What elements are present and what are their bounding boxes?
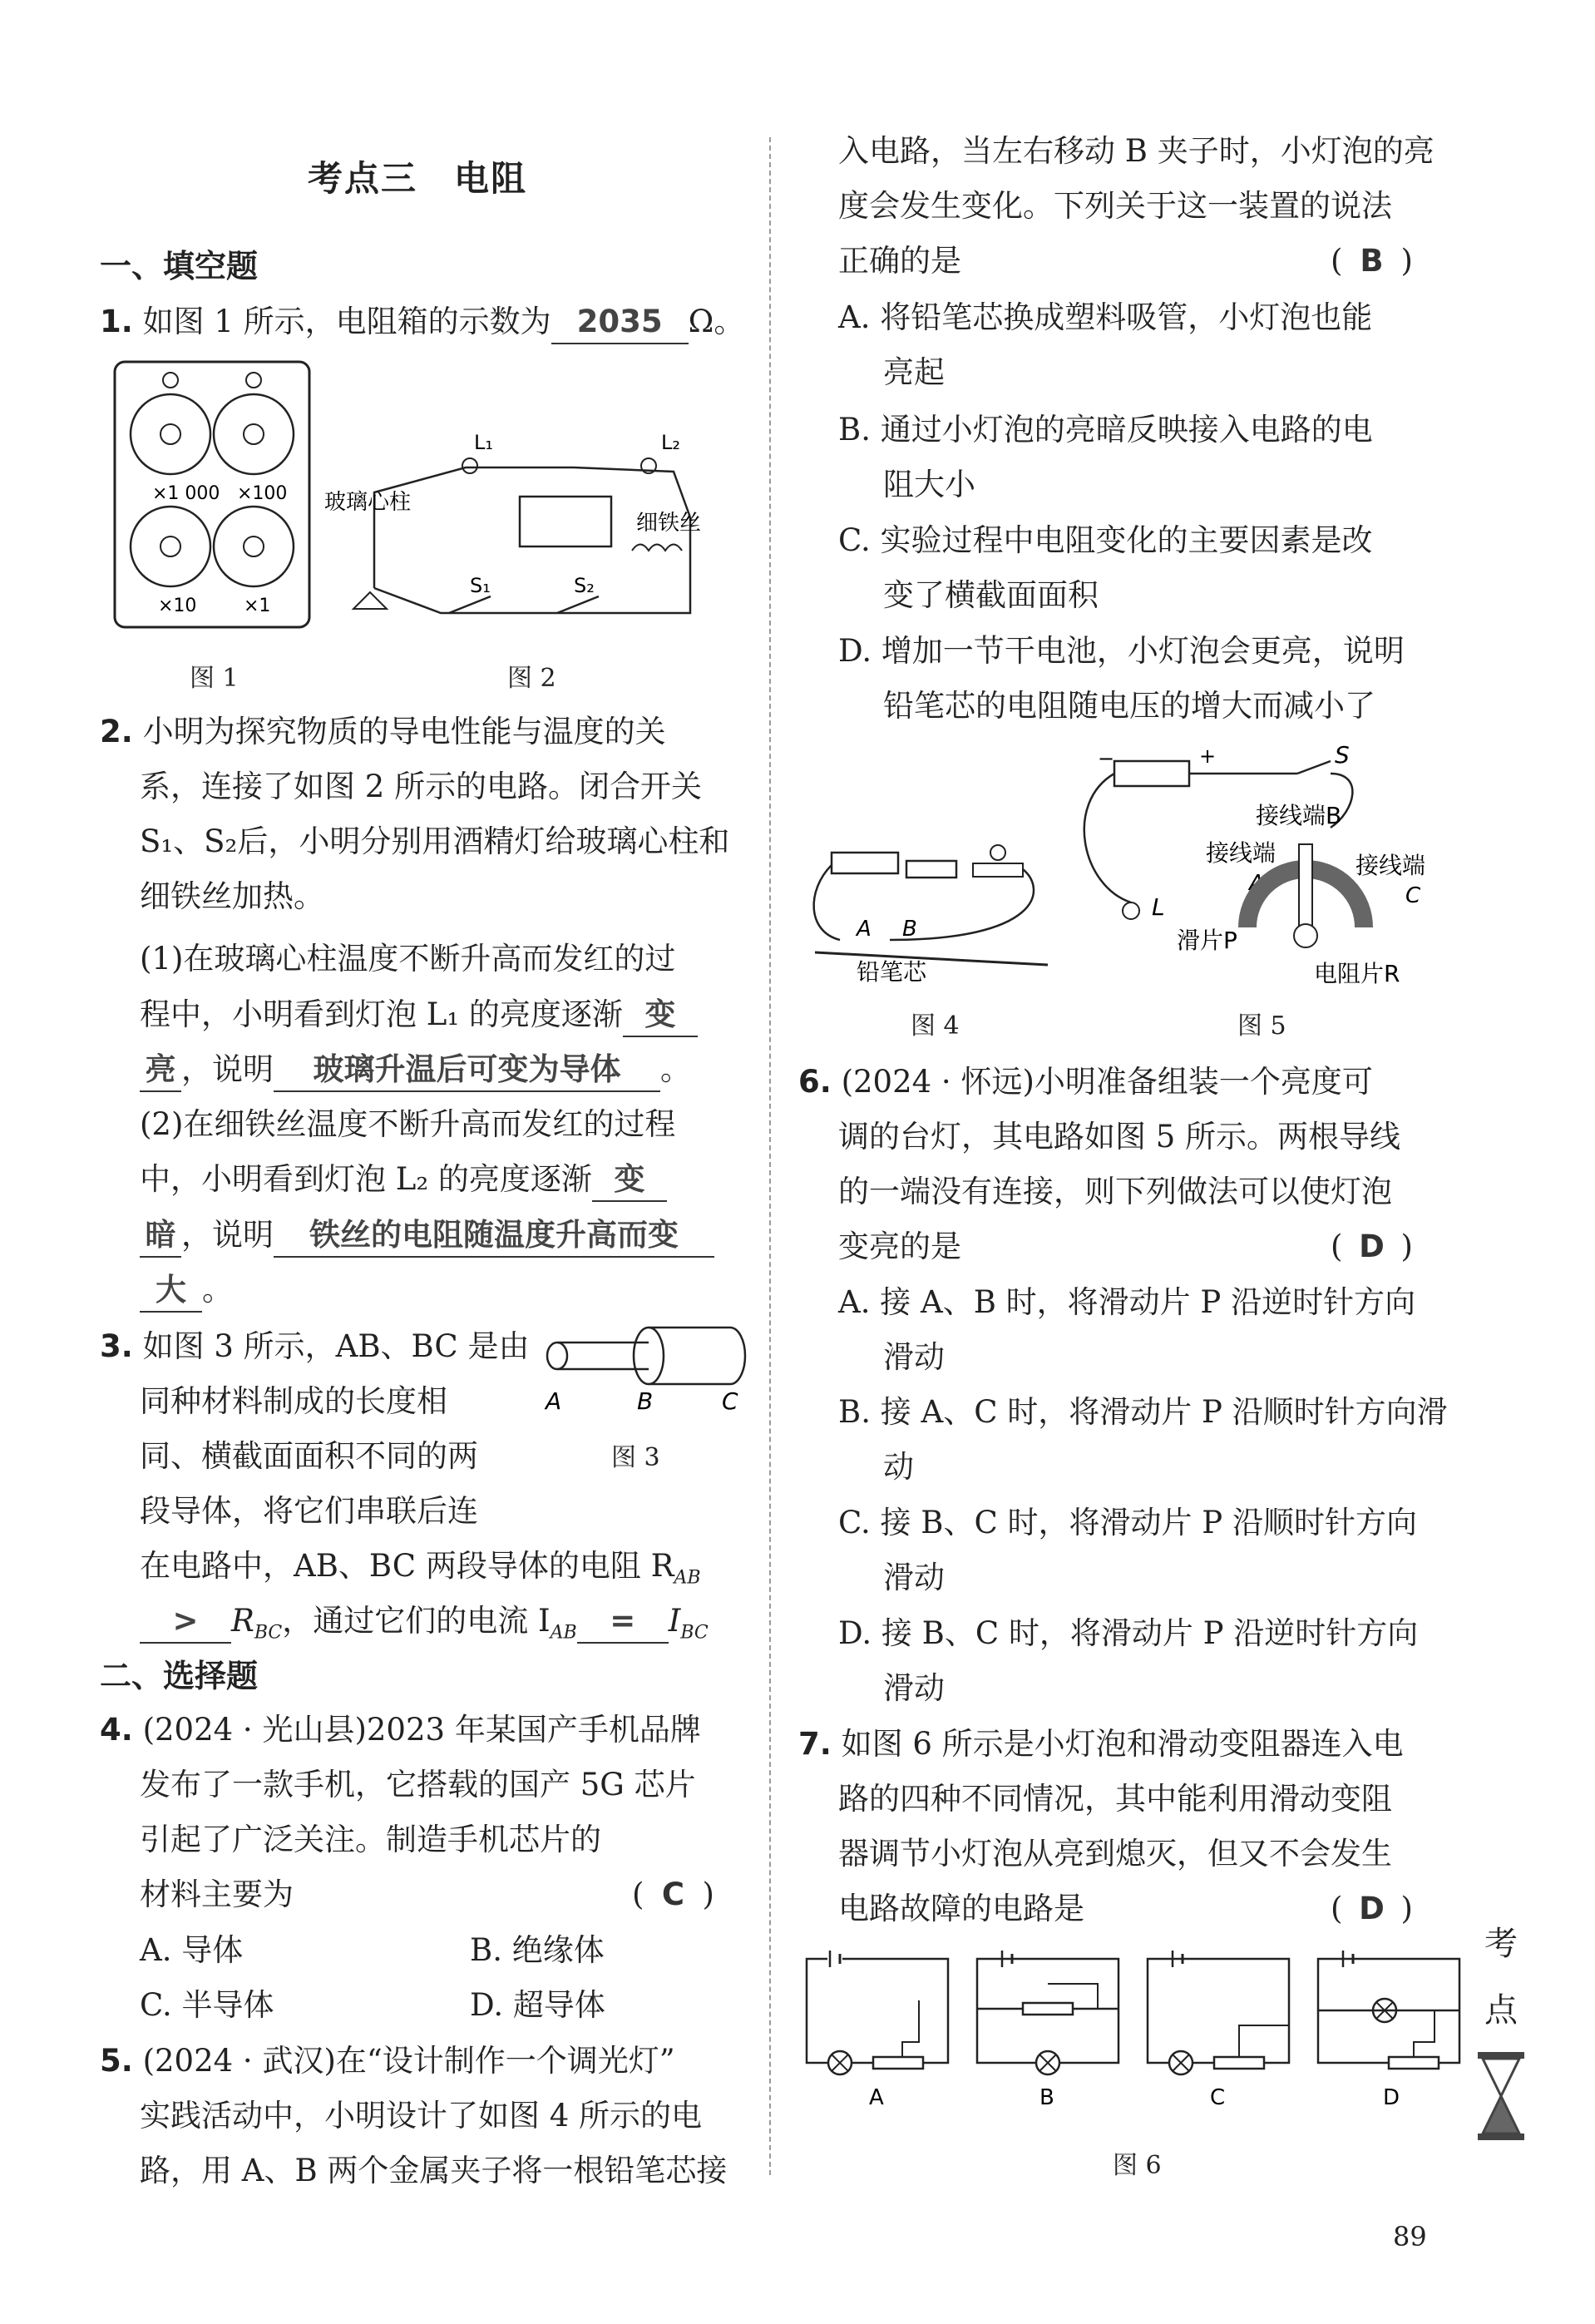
question-7-line-2: 路的四种不同情况，其中能利用滑动变阻	[838, 1781, 1392, 1817]
question-5-line-5: 度会发生变化。下列关于这一装置的说法	[838, 188, 1392, 224]
question-text: 。	[660, 1051, 691, 1087]
question-text: Ω。	[688, 304, 745, 339]
question-3-line-1	[100, 1326, 530, 1367]
battery-plus: +	[1199, 744, 1217, 768]
question-7-answer: ( D )	[1331, 1888, 1413, 1930]
circuit-label: B	[1039, 2085, 1054, 2110]
label-resistor-plate: 电阻片R	[1314, 960, 1400, 986]
label-l: L	[1152, 893, 1165, 921]
question-text: (2024 · 怀远)小明准备组装一个亮度可	[841, 1064, 1373, 1100]
question-6-line-4: 变亮的是	[838, 1229, 961, 1264]
question-text: 小明为探究物质的导电性能与温度的关	[142, 714, 666, 749]
circuit-label: D	[1383, 2085, 1400, 2110]
q6-option-b-line-1: B. 接 A、C 时，将滑动片 P 沿顺时针方向滑	[838, 1394, 1448, 1430]
question-4-line-2: 发布了一款手机，它搭载的国产 5G 芯片	[140, 1767, 696, 1802]
question-3-line-5	[140, 1545, 701, 1599]
question-4-line-4: 材料主要为	[140, 1877, 294, 1912]
figure-4-caption: 图 4	[911, 1011, 960, 1041]
question-5-line-2: 实践活动中，小明设计了如图 4 所示的电	[140, 2098, 703, 2134]
q6-option-a-line-1: A. 接 A、B 时，将滑动片 P 沿逆时针方向	[838, 1284, 1416, 1320]
question-text: (2024 · 光山县)2023 年某国产手机品牌	[142, 1712, 701, 1748]
figure-5-caption: 图 5	[1237, 1011, 1286, 1041]
question-4-line-3: 引起了广泛关注。制造手机芯片的	[140, 1822, 601, 1857]
question-6-line-2: 调的台灯，其电路如图 5 所示。两根导线	[838, 1119, 1401, 1155]
circuit-d	[1318, 1951, 1459, 2110]
label-c: C	[722, 1387, 738, 1414]
choice-answer: B	[1360, 243, 1384, 279]
question-5-line-6: 正确的是	[838, 243, 961, 279]
answer-blank: 亮	[140, 1049, 181, 1092]
question-3-line-4: 段导体，将它们串联后连	[140, 1493, 478, 1529]
answer-blank: 暗	[140, 1214, 181, 1258]
question-text: 。	[202, 1272, 233, 1308]
q5-option-c-line-2: 变了横截面面积	[883, 577, 1099, 613]
q6-option-d-line-2: 滑动	[883, 1670, 945, 1706]
q6-option-a-line-2: 滑动	[883, 1339, 945, 1375]
dial-label: ×1 000	[152, 483, 220, 504]
figure-6-caption: 图 6	[1113, 2151, 1162, 2180]
label-pencil: 铅笔芯	[857, 958, 927, 986]
circuit-label: A	[869, 2085, 884, 2110]
question-text: R	[231, 1603, 254, 1639]
answer-blank: 变	[623, 994, 698, 1037]
label-b: B	[902, 917, 917, 942]
page-number: 89	[1393, 2221, 1427, 2252]
question-number: 4.	[100, 1712, 133, 1748]
q6-option-c-line-1: C. 接 B、C 时，将滑动片 P 沿顺时针方向	[838, 1505, 1417, 1540]
figure-2-circuit	[324, 426, 748, 630]
answer-blank: =	[577, 1600, 669, 1644]
choice-answer: D	[1359, 1891, 1385, 1926]
side-tab-char-1: 考	[1484, 1925, 1518, 1963]
question-text: 如图 3 所示，AB、BC 是由	[142, 1328, 530, 1364]
question-4-answer: ( C )	[632, 1874, 714, 1916]
answer-blank: 玻璃升温后可变为导体	[274, 1049, 660, 1092]
q5-option-d-line-1: D. 增加一节干电池，小灯泡会更亮，说明	[838, 633, 1405, 669]
label-terminal-a: 接线端	[1206, 839, 1276, 867]
question-number: 1.	[100, 304, 133, 339]
question-5-line-4: 入电路，当左右移动 B 夹子时，小灯泡的亮	[838, 133, 1435, 169]
question-7-line-3: 器调节小灯泡从亮到熄灭，但又不会发生	[838, 1836, 1392, 1872]
question-2-line-1	[100, 711, 666, 753]
subscript: BC	[254, 1622, 283, 1644]
question-3-line-6	[140, 1600, 709, 1654]
answer-blank: >	[140, 1600, 231, 1644]
section-title: 考点三 电阻	[308, 158, 528, 199]
question-text: 在电路中，AB、BC 两段导体的电阻 R	[140, 1548, 674, 1584]
question-text: ，通过它们的电流 I	[282, 1603, 551, 1639]
circuit-b	[977, 1951, 1118, 2110]
question-text: 中，小明看到灯泡 L₂ 的亮度逐渐	[140, 1161, 592, 1197]
q5-option-d-line-2: 铅笔芯的电阻随电压的增大而减小了	[883, 688, 1375, 724]
question-5-line-3: 路，用 A、B 两个金属夹子将一根铅笔芯接	[140, 2153, 728, 2188]
side-tab-char-2: 点	[1484, 1991, 1518, 2030]
label-b: B	[637, 1387, 654, 1414]
label-iron-wire: 细铁丝	[636, 511, 702, 536]
question-1	[100, 301, 744, 344]
option-d: D. 超导体	[470, 1987, 605, 2023]
label-terminal-b: 接线端B	[1256, 802, 1342, 829]
question-text: 程中，小明看到灯泡 L₁ 的亮度逐渐	[140, 996, 623, 1032]
question-2-part-2: (2)在细铁丝温度不断升高而发红的过程	[140, 1106, 676, 1142]
dial-label: ×10	[158, 596, 197, 616]
question-5-answer: ( B )	[1331, 240, 1413, 282]
battery-minus: −	[1098, 747, 1115, 770]
question-2-line-2: 系，连接了如图 2 所示的电路。闭合开关	[140, 769, 703, 804]
question-number: 7.	[798, 1726, 832, 1762]
heading-choice: 二、选择题	[100, 1658, 259, 1694]
question-6-line-1	[798, 1061, 1373, 1103]
question-text: 如图 6 所示是小灯泡和滑动变阻器连入电	[841, 1726, 1404, 1762]
label-l2: L₂	[661, 431, 680, 454]
answer-blank: 2035	[551, 301, 689, 344]
answer-blank: 变	[592, 1159, 667, 1202]
question-2-part-2-line-4	[140, 1269, 233, 1313]
question-4-line-1	[100, 1709, 701, 1751]
label-a: A	[1249, 871, 1264, 896]
question-number: 5.	[100, 2043, 133, 2079]
label-a: A	[857, 917, 872, 942]
question-text: I	[668, 1603, 681, 1639]
question-6-line-3: 的一端没有连接，则下列做法可以使灯泡	[838, 1174, 1392, 1209]
question-text: ，说明	[181, 1051, 274, 1087]
label-s: S	[1335, 741, 1350, 769]
question-2-line-3: S₁、S₂后，小明分别用酒精灯给玻璃心柱和	[140, 823, 730, 859]
figure-4-pencil-circuit	[807, 832, 1056, 986]
question-2-part-1-line-2	[140, 994, 698, 1037]
question-3-line-2: 同种材料制成的长度相	[140, 1383, 447, 1419]
q5-option-b-line-1: B. 通过小灯泡的亮暗反映接入电路的电	[838, 412, 1373, 447]
question-2-part-1-line-3	[140, 1049, 691, 1092]
label-l1: L₁	[474, 431, 493, 454]
figure-5-dimmer-circuit	[1081, 736, 1464, 986]
choice-answer: D	[1359, 1229, 1385, 1264]
option-a: A. 导体	[140, 1932, 244, 1968]
q6-option-d-line-1: D. 接 B、C 时，将滑动片 P 沿逆时针方向	[838, 1615, 1419, 1651]
label-glass-core: 玻璃心柱	[324, 490, 412, 515]
q6-option-c-line-2: 滑动	[883, 1560, 945, 1595]
label-slider: 滑片P	[1177, 927, 1237, 954]
circuit-a	[807, 1951, 948, 2110]
subscript: AB	[674, 1567, 701, 1589]
q5-option-a-line-2: 亮起	[883, 354, 945, 390]
question-text: ，说明	[181, 1217, 274, 1253]
circuit-c	[1148, 1951, 1289, 2110]
label-terminal-c: 接线端	[1356, 852, 1426, 879]
question-2-part-2-line-2	[140, 1159, 667, 1202]
dial-label: ×100	[237, 483, 288, 504]
label-c: C	[1405, 883, 1421, 908]
q5-option-a-line-1: A. 将铅笔芯换成塑料吸管，小灯泡也能	[838, 299, 1373, 335]
label-s2: S₂	[574, 574, 595, 597]
figure-3-conductor	[541, 1323, 748, 1414]
figure-1-resistance-box	[112, 359, 312, 630]
option-b: B. 绝缘体	[470, 1932, 605, 1968]
label-s1: S₁	[470, 574, 491, 597]
question-2-line-4: 细铁丝加热。	[140, 878, 324, 914]
question-2-part-1: (1)在玻璃心柱温度不断升高而发红的过	[140, 941, 676, 977]
question-text: (2024 · 武汉)在“设计制作一个调光灯”	[142, 2043, 675, 2079]
question-number: 6.	[798, 1064, 832, 1100]
question-number: 2.	[100, 714, 133, 749]
hourglass-icon	[1476, 2050, 1526, 2142]
question-7-line-1	[798, 1723, 1404, 1765]
circuit-label: C	[1210, 2085, 1226, 2110]
column-divider	[769, 137, 771, 2175]
option-c: C. 半导体	[140, 1987, 274, 2023]
choice-answer: C	[661, 1877, 685, 1912]
figure-1-caption: 图 1	[190, 664, 239, 693]
answer-blank: 大	[140, 1269, 202, 1313]
question-3-line-3: 同、横截面面积不同的两	[140, 1438, 478, 1474]
question-number: 3.	[100, 1328, 133, 1364]
question-7-line-4: 电路故障的电路是	[838, 1891, 1084, 1926]
dial-label: ×1	[244, 596, 271, 616]
question-5-line-1	[100, 2040, 675, 2082]
heading-fill-in: 一、填空题	[100, 248, 259, 284]
question-2-part-2-line-3	[140, 1214, 714, 1258]
answer-blank: 铁丝的电阻随温度升高而变	[274, 1214, 714, 1258]
figure-2-caption: 图 2	[507, 664, 556, 693]
subscript: BC	[680, 1622, 709, 1644]
figure-3-caption: 图 3	[611, 1443, 660, 1472]
subscript: AB	[550, 1622, 577, 1644]
question-6-answer: ( D )	[1331, 1226, 1413, 1268]
q5-option-b-line-2: 阻大小	[883, 467, 975, 502]
question-text: 如图 1 所示，电阻箱的示数为	[142, 304, 551, 339]
q5-option-c-line-1: C. 实验过程中电阻变化的主要因素是改	[838, 522, 1373, 558]
label-a: A	[546, 1387, 562, 1414]
q6-option-b-line-2: 动	[883, 1449, 914, 1485]
figure-6-circuits	[802, 1951, 1468, 2113]
